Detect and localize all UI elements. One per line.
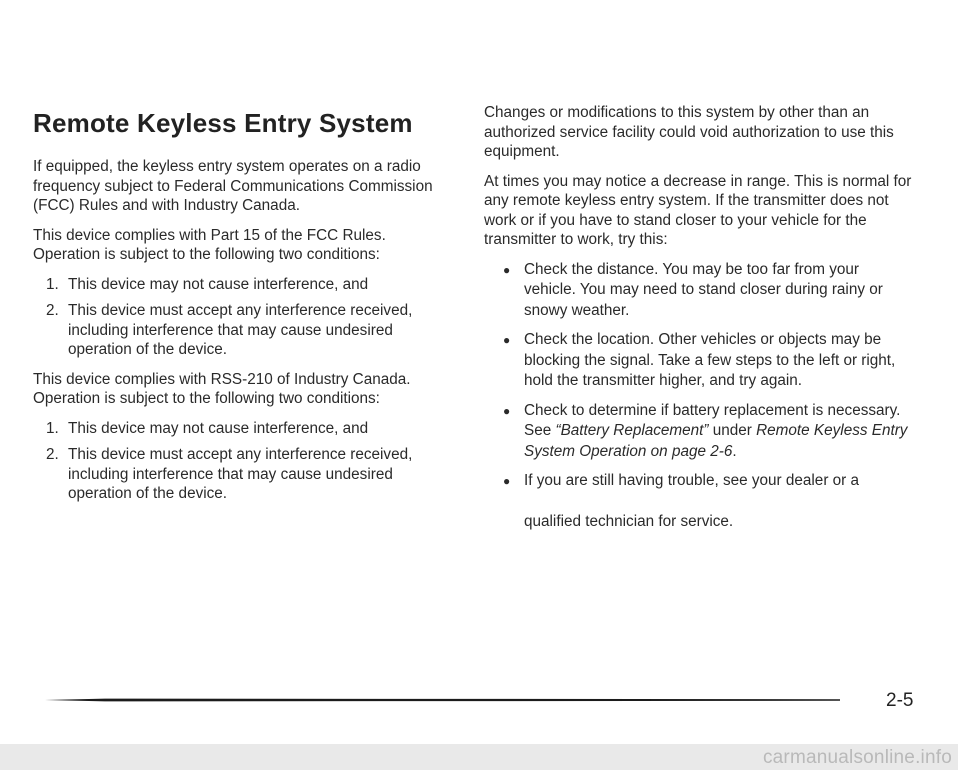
ic-conditions-list — [33, 419, 453, 504]
fcc-conditions-list — [33, 275, 453, 360]
right-column — [484, 103, 914, 501]
cross-reference-page: Remote Keyless Entry System Operation on page 2-6 — [524, 422, 908, 460]
watermark-bar — [0, 744, 958, 770]
bullet-icon: ● — [503, 474, 511, 488]
troubleshooting-list — [484, 260, 914, 492]
list-item: ● Check the location. Other vehicles or objects may be blocking the signal. Take a few steps to the left or right, hold the transmitter higher, and try again. — [503, 331, 896, 389]
list-item: 2. This device must accept any interference received, including interference that may cause undesired operation of the device. — [46, 446, 413, 502]
page-number: 2-5 — [886, 690, 914, 711]
list-item: 1. This device may not cause interference, and — [46, 275, 369, 293]
intro-paragraph: If equipped, the keyless entry system operates on a radio frequency subject to Federal Communications Commission (FCC) Rules and with Industry Canada. — [33, 158, 433, 214]
left-column — [33, 108, 453, 514]
bullet-icon: ● — [503, 262, 511, 277]
industry-canada-paragraph: This device complies with RSS-210 of Industry Canada. Operation is subject to the following two conditions: — [33, 370, 411, 407]
bullet-icon: ● — [503, 403, 511, 418]
list-item: ● If you are still having trouble, see your dealer or a — [484, 471, 914, 492]
modifications-paragraph: Changes or modifications to this system by other than an authorized service facility could void authorization to use this equipment. — [484, 104, 894, 160]
bullet-icon: ● — [503, 333, 511, 347]
truncated-line: qualified technician for service. — [524, 513, 734, 530]
list-item: ● Check to determine if battery replacement is necessary. See “Battery Replacement” under Remote Keyless Entry System Operation on page 2-6. — [503, 401, 908, 460]
watermark-text: carmanualsonline.info — [762, 747, 952, 768]
range-paragraph: At times you may notice a decrease in range. This is normal for any remote keyless entry system. If the transmitter does not work or if you have to stand closer to your vehicle for the transmitter to work, try this: — [484, 172, 912, 248]
fcc-paragraph: This device complies with Part 15 of the FCC Rules. Operation is subject to the following two conditions: — [33, 226, 386, 263]
cross-reference: “Battery Replacement” — [555, 422, 709, 439]
list-item: 2. This device must accept any interference received, including interference that may cause undesired operation of the device. — [46, 302, 413, 358]
section-title: Remote Keyless Entry System — [33, 108, 413, 138]
footer-rule — [45, 697, 840, 703]
list-item: 1. This device may not cause interference, and — [46, 419, 369, 437]
list-item: ● Check the distance. You may be too far from your vehicle. You may need to stand closer during rainy or snowy weather. — [503, 260, 883, 319]
